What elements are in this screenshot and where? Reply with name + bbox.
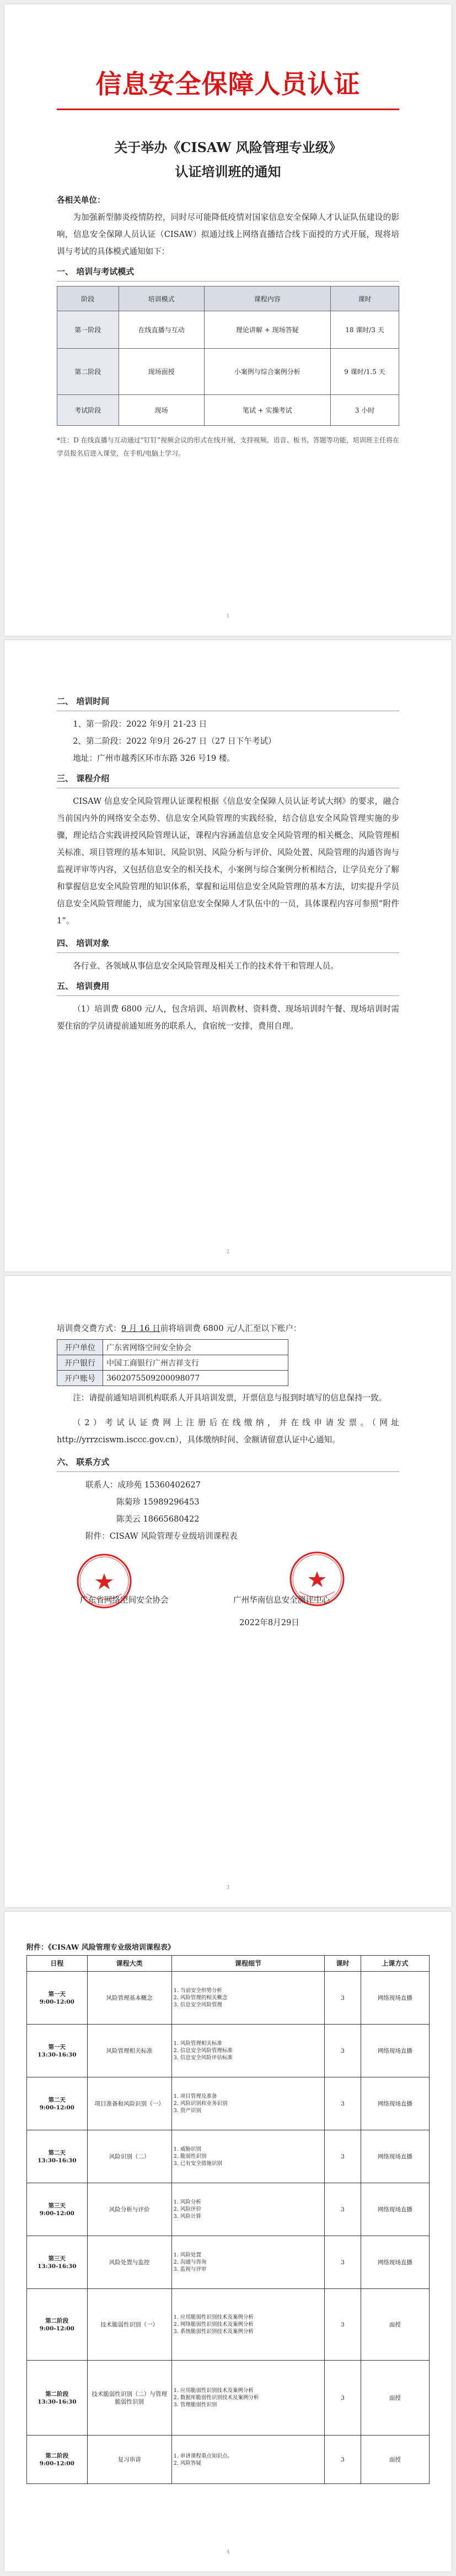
bank-value: 3602075509200098077	[103, 1371, 288, 1386]
mode-table-header: 培训模式	[119, 286, 204, 311]
page-2	[4, 640, 452, 1271]
schedule-body	[27, 1972, 430, 2484]
schedule-mode: 面授	[361, 2436, 429, 2484]
schedule-day-cell	[27, 2289, 88, 2361]
schedule-day: 第三天	[48, 2255, 66, 2262]
section-3-heading: 三、 课程介绍	[57, 773, 110, 783]
schedule-day: 第三天	[48, 2202, 66, 2209]
attachment-line: 附件：CISAW 风险管理专业级培训课程表	[85, 1531, 238, 1541]
course-intro: CISAW 信息安全风险管理认证课程根据《信息安全保障人员认证考试大纲》的要求，融合当前国内外的网络安全态势、信息安全风险管理的实践经验，结合信息安全风险管理实施的步骤，理论结合实践讲授风险管理认证，课程内容涵盖信息安全风险管理的相关概念、风险管理相关标准、项目管理的基本知识、风险识别、风险分析与评价、风险处置、风险管理的沟通咨询与监视评审等内容，又包括信息安全的相关技术，小案例与综合案例分析相结合，让学员充分了解和掌握信息安全风险管理的知识体系，掌握和运用信息安全风险管理的基本方法，切实提升学员信息安全风险管理能力，成为国家信息安全保障人才队伍中的一员，具体课程内容可参照“附件1”。	[57, 797, 399, 926]
schedule-title: 附件：《CISAW 风险管理专业级培训课程表》	[26, 1944, 175, 1952]
schedule-detail: 1. 应用脆弱性识别技术及案例分析 2. 数据库脆弱性识别技术及案例分析 3. 管理脆弱性识别	[171, 2361, 324, 2436]
schedule-hours: 3	[325, 2183, 361, 2236]
schedule-hours: 3	[325, 2361, 361, 2436]
schedule-day-cell	[27, 2361, 88, 2436]
schedule-day: 第一天	[48, 1990, 66, 1998]
contact-line: 联系人：成珍苑 15360402627	[85, 1480, 201, 1490]
schedule-category: 复习串讲	[87, 2436, 171, 2484]
schedule-hours: 3	[325, 2289, 361, 2361]
notice-title	[57, 136, 399, 184]
contact-line: 陈美云 18665680422	[116, 1514, 200, 1524]
schedule-header: 课时	[325, 1956, 361, 1972]
mode-hours: 9 课时/1.5 天	[330, 349, 399, 395]
schedule-row	[27, 2436, 430, 2484]
bank-value: 中国工商银行广州吉祥支行	[103, 1355, 288, 1371]
schedule-time: 9:00-12:00	[39, 1998, 74, 2005]
schedule-row	[27, 1972, 430, 2025]
section-2-heading: 二、 培训时间	[57, 696, 110, 706]
mode-type: 在线直播与互动	[119, 311, 204, 349]
schedule-hours: 3	[325, 2236, 361, 2289]
invoice-note: 注：请提前通知培训机构联系人开具培训发票，开票信息与报到时填写的信息保持一致。	[73, 1393, 387, 1403]
schedule-header: 日程	[27, 1956, 88, 1972]
schedule-row	[27, 2236, 430, 2289]
schedule-time: 13:30-16:30	[37, 2051, 77, 2058]
mode-type: 现场	[119, 395, 204, 426]
red-divider	[57, 109, 399, 110]
schedule-row	[27, 2130, 430, 2183]
schedule-time: 9:00-12:00	[39, 2460, 74, 2467]
mode-stage: 第二阶段	[57, 349, 119, 395]
schedule-time: 13:30-16:30	[37, 2157, 77, 2164]
title-line-2: 认证培训班的通知	[175, 164, 281, 180]
page-number: 1	[226, 614, 230, 619]
schedule-category: 项目准备和风险识别（一）	[87, 2077, 171, 2130]
schedule-day-cell	[27, 1972, 88, 2025]
schedule-category: 技术脆弱性识别（一）	[87, 2289, 171, 2361]
bank-value: 广东省网络空间安全协会	[103, 1340, 288, 1355]
page-number: 4	[226, 2550, 230, 2555]
schedule-hours: 3	[325, 2130, 361, 2183]
section-5-heading: 五、 培训费用	[57, 981, 110, 991]
certification-banner: 信息安全保障人员认证	[95, 69, 361, 100]
schedule-mode: 网络现场直播	[361, 2236, 429, 2289]
schedule-day-cell	[27, 2025, 88, 2077]
mode-type: 现场面授	[119, 349, 204, 395]
schedule-day: 第一天	[48, 2043, 66, 2050]
schedule-row	[27, 2025, 430, 2077]
time-stage-1: 1、第一阶段：2022 年9月 21-23 日	[73, 719, 207, 729]
schedule-hours: 3	[325, 2436, 361, 2484]
schedule-mode: 网络现场直播	[361, 2077, 429, 2130]
schedule-row	[27, 2361, 430, 2436]
schedule-mode: 网络现场直播	[361, 2025, 429, 2077]
mode-table-header: 阶段	[57, 286, 119, 311]
section-6-heading: 六、 联系方式	[57, 1457, 110, 1467]
schedule-day: 第二阶段	[45, 2452, 69, 2459]
schedule-detail: 1. 威胁识别 2. 脆弱性识别 3. 已有安全措施识别	[171, 2130, 324, 2183]
schedule-detail: 1. 风险处置 2. 沟通与咨询 3. 监视与评审	[171, 2236, 324, 2289]
time-stage-2: 2、第二阶段：2022 年9月 26-27 日（27 日下午考试）	[73, 737, 276, 746]
page-1	[4, 4, 452, 636]
mode-stage: 考试阶段	[57, 395, 119, 426]
bank-intro	[57, 1320, 399, 1337]
schedule-mode: 面授	[361, 2361, 429, 2436]
schedule-day: 第二阶段	[45, 2390, 69, 2398]
schedule-day-cell	[27, 2436, 88, 2484]
salutation: 各相关单位：	[57, 196, 105, 205]
schedule-time: 9:00-12:00	[39, 2210, 74, 2217]
mode-content: 小案例与综合案例分析	[204, 349, 330, 395]
schedule-detail: 1. 项目管理及准备 2. 风险识别和业务识别 3. 资产识别	[171, 2077, 324, 2130]
schedule-header: 上课方式	[361, 1956, 429, 1972]
mode-content: 理论讲解 + 现场答疑	[204, 311, 330, 349]
mode-stage: 第一阶段	[57, 311, 119, 349]
schedule-hours: 3	[325, 1972, 361, 2025]
schedule-category: 风险管理相关标准	[87, 2025, 171, 2077]
schedule-day: 第二阶段	[45, 2317, 69, 2324]
page-4	[4, 1912, 452, 2572]
schedule-mode: 网络现场直播	[361, 2183, 429, 2236]
bank-account-table	[57, 1339, 288, 1386]
mode-content: 笔试 + 实操考试	[204, 395, 330, 426]
mode-table-header: 课时	[330, 286, 399, 311]
signature-org-1: 广东省网络空间安全协会	[80, 1595, 169, 1605]
schedule-day-cell	[27, 2130, 88, 2183]
signature-org-2: 广州华南信息安全测评中心	[233, 1595, 330, 1605]
schedule-hours: 3	[325, 2025, 361, 2077]
bank-label: 开户账号	[57, 1371, 103, 1386]
schedule-day: 第二天	[48, 2149, 66, 2156]
mode-hours: 3 小时	[330, 395, 399, 426]
intro-paragraph: 为加强新型肺炎疫情防控，同时尽可能降低疫情对国家信息安全保障人才认证队伍建设的影响，信息安全保障人员认证（CISAW）拟通过线上网络直播结合线下面授的方式开展，现将培训与考试的具体模式通知如下：	[57, 213, 399, 256]
schedule-day-cell	[27, 2236, 88, 2289]
schedule-row	[27, 2289, 430, 2361]
schedule-detail: 1. 风险分析 2. 风险评价 3. 风险计算	[171, 2183, 324, 2236]
schedule-category: 风险识别（二）	[87, 2130, 171, 2183]
schedule-detail: 1. 串讲课程重点知识点。 2. 风险答疑	[171, 2436, 324, 2484]
schedule-header: 课程细节	[171, 1956, 324, 1972]
schedule-mode: 面授	[361, 2289, 429, 2361]
mode-table-header: 课程内容	[204, 286, 330, 311]
bank-intro-b: 前将培训费 6800 元/人汇至以下账户：	[160, 1324, 302, 1333]
title-line-1: 关于举办《CISAW 风险管理专业级》	[114, 139, 342, 155]
schedule-time: 9:00-12:00	[39, 2325, 74, 2332]
section-4-heading: 四、 培训对象	[57, 938, 110, 948]
bank-label: 开户银行	[57, 1355, 103, 1371]
schedule-mode: 网络现场直播	[361, 2130, 429, 2183]
schedule-table	[26, 1955, 430, 2484]
notice-date: 2022年8月29日	[239, 1618, 299, 1627]
contact-line: 陈菊珍 15989296453	[116, 1497, 200, 1507]
fee-paragraph: （1）培训费 6800 元/人，包含培训、培训教材、资料费、现场培训时午餐、现场培训时需要住宿的学员请提前通知班务的联系人，食宿统一安排，费用自理。	[57, 1004, 399, 1031]
bank-label: 开户单位	[57, 1340, 103, 1355]
schedule-header: 课程大类	[87, 1956, 171, 1972]
page-number: 2	[226, 1249, 230, 1255]
schedule-detail: 1. 风险管理相关标准 2. 信息安全风险管理标准 3. 信息安全风险评估标准	[171, 2025, 324, 2077]
page-number: 3	[226, 1885, 230, 1891]
heading-rule	[57, 995, 399, 996]
heading-rule	[57, 1471, 399, 1472]
training-address: 地址：广州市越秀区环市东路 326 号19 楼。	[73, 754, 235, 763]
schedule-time: 13:30-16:30	[37, 2263, 77, 2270]
signature-block	[57, 1550, 399, 1612]
schedule-day: 第二天	[48, 2096, 66, 2103]
schedule-category: 技术脆弱性识别（二）与管理脆弱性识别	[87, 2361, 171, 2436]
schedule-category: 风险分析与评价	[87, 2183, 171, 2236]
schedule-hours: 3	[325, 2077, 361, 2130]
exam-fee-paragraph: （2）考试认证费网上注册后在线缴纳，并在线申请发票。（网址 http://yrrzciswm.isccc.gov.cn），具体缴纳时间、金额请留意认证中心通知。	[57, 1418, 399, 1444]
bank-intro-a: 培训费交费方式：	[57, 1324, 121, 1333]
schedule-time: 13:30-16:30	[37, 2398, 77, 2405]
schedule-row	[27, 2183, 430, 2236]
section-1-heading: 一、 培训与考试模式	[57, 267, 135, 277]
mode-note: *注：D 在线直播与互动通过“钉钉”视频会议的形式在线开展，支持视频、语音、板书、答题等功能，培训班主任将在学员报名后进入课堂，在手机/电脑上学习。	[57, 436, 399, 457]
schedule-day-cell	[27, 2077, 88, 2130]
mode-table	[57, 286, 399, 426]
schedule-time: 9:00-12:00	[39, 2104, 74, 2111]
schedule-category: 风险管理基本概念	[87, 1972, 171, 2025]
training-target: 各行业、各领域从事信息安全风险管理及相关工作的技术骨干和管理人员。	[73, 961, 339, 971]
schedule-day-cell	[27, 2183, 88, 2236]
schedule-detail: 1. 当前安全形势分析 2. 风险管理的相关概念 3. 信息安全风险管理	[171, 1972, 324, 2025]
heading-rule	[57, 281, 399, 282]
schedule-mode: 网络现场直播	[361, 1972, 429, 2025]
mode-hours: 18 课时/3 天	[330, 311, 399, 349]
schedule-category: 风险处置与监控	[87, 2236, 171, 2289]
payment-deadline: 9 月 16 日	[121, 1324, 160, 1333]
schedule-detail: 1. 应用脆弱性识别技术及案例分析 2. 网络脆弱性识别技术及案例分析 3. 系统脆弱性识别技术及案例分析	[171, 2289, 324, 2361]
page-3	[4, 1276, 452, 1907]
schedule-row	[27, 2077, 430, 2130]
